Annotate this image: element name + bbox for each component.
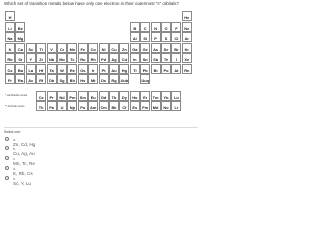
question-part-2: " orbitals? xyxy=(159,1,179,6)
element-symbol: Be xyxy=(17,25,23,31)
element-symbol: N xyxy=(154,25,157,31)
element-cell xyxy=(15,74,25,84)
element-cell xyxy=(26,64,36,74)
element-symbol: Ge xyxy=(142,46,148,52)
element-cell xyxy=(47,74,57,84)
element-cell xyxy=(67,43,77,53)
element-symbol: Fr xyxy=(8,78,12,84)
element-cell xyxy=(57,43,67,53)
question-text xyxy=(4,1,198,6)
element-cell xyxy=(5,11,15,21)
element-symbol: Pd xyxy=(101,57,107,63)
element-cell xyxy=(15,64,25,74)
element-cell xyxy=(26,43,36,53)
element-cell xyxy=(140,32,150,42)
answer-option[interactable] xyxy=(4,146,194,156)
element-cell xyxy=(151,64,161,74)
element-cell xyxy=(140,64,150,74)
element-symbol: Ir xyxy=(91,67,95,73)
element-symbol: Au xyxy=(111,67,117,73)
element-cell xyxy=(67,74,77,84)
element-cell xyxy=(5,74,15,84)
element-symbol: H xyxy=(8,15,12,21)
element-symbol: Te xyxy=(163,57,169,63)
element-symbol: Mt xyxy=(90,78,96,84)
element-cell xyxy=(140,74,150,84)
element-cell xyxy=(161,64,171,74)
element-cell xyxy=(151,22,161,32)
element-cell xyxy=(67,64,77,74)
element-symbol: F xyxy=(175,25,178,31)
element-cell xyxy=(5,43,15,53)
element-cell xyxy=(151,53,161,63)
question-orbital-letter: s xyxy=(157,1,160,6)
element-cell xyxy=(57,101,67,111)
element-symbol: Na xyxy=(7,36,13,42)
answer-letter: c. xyxy=(13,156,17,162)
element-symbol: Rb xyxy=(7,57,13,63)
element-cell xyxy=(67,91,77,101)
radio-button[interactable] xyxy=(5,156,9,160)
element-cell xyxy=(151,32,161,42)
element-symbol: Lu xyxy=(174,94,179,100)
element-symbol: Al xyxy=(132,36,137,42)
element-symbol: Pr xyxy=(49,94,54,100)
element-symbol: Re xyxy=(69,67,75,73)
element-symbol: Mn xyxy=(69,46,76,52)
element-cell xyxy=(99,43,109,53)
element-cell xyxy=(161,91,171,101)
element-symbol: Rn xyxy=(184,67,190,73)
element-symbol: Cf xyxy=(122,105,127,111)
element-symbol: Bi xyxy=(153,67,158,73)
element-cell xyxy=(99,101,109,111)
element-symbol: Ce xyxy=(38,94,44,100)
element-cell xyxy=(57,64,67,74)
element-symbol: Ba xyxy=(17,67,23,73)
element-symbol: Np xyxy=(69,105,75,111)
element-cell xyxy=(119,53,129,63)
answer-letter: e. xyxy=(13,175,17,181)
element-cell xyxy=(26,74,36,84)
element-symbol: Li xyxy=(8,25,12,31)
element-symbol: W xyxy=(60,67,64,73)
element-cell xyxy=(36,43,46,53)
element-cell xyxy=(99,91,109,101)
element-cell xyxy=(78,43,88,53)
element-cell xyxy=(47,53,57,63)
element-symbol: Pt xyxy=(101,67,106,73)
element-cell xyxy=(161,32,171,42)
element-cell xyxy=(36,101,46,111)
element-symbol: Cd xyxy=(121,57,127,63)
element-cell xyxy=(161,22,171,32)
element-symbol: Ru xyxy=(80,57,86,63)
element-symbol: Ne xyxy=(184,25,190,31)
element-cell xyxy=(171,22,181,32)
answer-text: Zn, Cd, Hg xyxy=(13,141,36,147)
element-symbol: Th xyxy=(38,105,44,111)
answer-text: Cu, Ag, Au xyxy=(13,151,35,157)
element-symbol: Tm xyxy=(152,94,159,100)
element-cell xyxy=(78,53,88,63)
element-symbol: Hf xyxy=(39,67,44,73)
element-cell xyxy=(88,91,98,101)
element-cell xyxy=(5,22,15,32)
element-symbol: U xyxy=(60,105,64,111)
element-symbol: Sm xyxy=(79,94,86,100)
element-symbol: Mg xyxy=(17,36,24,42)
element-cell xyxy=(36,91,46,101)
element-symbol: Ho xyxy=(132,94,138,100)
element-symbol: Ds xyxy=(101,78,107,84)
element-cell xyxy=(5,64,15,74)
element-cell xyxy=(15,43,25,53)
element-cell xyxy=(119,43,129,53)
element-symbol: Ta xyxy=(49,67,54,73)
element-cell xyxy=(36,53,46,63)
element-cell xyxy=(171,101,181,111)
answers-title: Select one: xyxy=(4,130,21,134)
element-cell xyxy=(99,53,109,63)
element-symbol: Eu xyxy=(90,94,96,100)
element-symbol: Dy xyxy=(121,94,127,100)
element-symbol: Kr xyxy=(184,46,189,52)
element-cell xyxy=(151,43,161,53)
element-symbol: Br xyxy=(174,46,179,52)
element-symbol: No xyxy=(163,105,169,111)
element-cell xyxy=(151,91,161,101)
element-symbol: Zr xyxy=(39,57,44,63)
element-symbol: Ni xyxy=(101,46,106,52)
element-cell xyxy=(171,64,181,74)
element-cell xyxy=(119,101,129,111)
element-cell xyxy=(57,74,67,84)
lanthanide-series-label: * Lanthanide series xyxy=(5,94,28,97)
element-cell xyxy=(161,53,171,63)
divider xyxy=(4,127,198,128)
element-cell xyxy=(182,43,192,53)
element-cell xyxy=(57,91,67,101)
answer-option[interactable] xyxy=(4,176,194,186)
element-cell xyxy=(15,22,25,32)
element-cell xyxy=(15,53,25,63)
element-symbol: Cm xyxy=(100,105,107,111)
element-symbol: O xyxy=(164,25,168,31)
element-symbol: Sc xyxy=(28,46,34,52)
element-symbol: Nd xyxy=(59,94,65,100)
element-symbol: Db xyxy=(49,78,55,84)
element-cell xyxy=(151,101,161,111)
element-symbol: Rf xyxy=(39,78,44,84)
element-symbol: Ra xyxy=(17,78,23,84)
element-symbol: Cr xyxy=(59,46,65,52)
element-symbol: Sg xyxy=(59,78,65,84)
element-cell xyxy=(109,43,119,53)
element-cell xyxy=(130,53,140,63)
element-cell xyxy=(171,91,181,101)
answer-option[interactable] xyxy=(4,156,194,166)
element-symbol: Uub xyxy=(120,78,129,84)
element-symbol: S xyxy=(164,36,168,42)
element-cell xyxy=(5,53,15,63)
answer-text: Sc, Y, Lu xyxy=(13,180,31,186)
element-symbol: Cs xyxy=(7,67,13,73)
element-cell xyxy=(78,74,88,84)
element-symbol: B xyxy=(133,25,137,31)
element-cell xyxy=(171,43,181,53)
element-symbol: Hs xyxy=(80,78,86,84)
element-cell xyxy=(119,64,129,74)
element-cell xyxy=(109,101,119,111)
element-cell xyxy=(161,43,171,53)
element-cell xyxy=(109,74,119,84)
element-cell xyxy=(130,101,140,111)
element-symbol: Pu xyxy=(80,105,86,111)
answer-letter: a. xyxy=(13,136,17,142)
element-symbol: Er xyxy=(143,94,148,100)
element-symbol: Ac xyxy=(28,78,34,84)
element-cell xyxy=(47,101,57,111)
element-cell xyxy=(78,91,88,101)
element-cell xyxy=(182,64,192,74)
element-cell xyxy=(130,32,140,42)
element-cell xyxy=(130,64,140,74)
answer-letter: b. xyxy=(13,146,17,152)
element-symbol: Pb xyxy=(142,67,148,73)
element-symbol: Fe xyxy=(80,46,86,52)
element-cell xyxy=(88,101,98,111)
element-symbol: In xyxy=(133,57,137,63)
element-symbol: Tc xyxy=(70,57,75,63)
element-cell xyxy=(119,91,129,101)
element-symbol: Gd xyxy=(100,94,107,100)
element-cell xyxy=(140,43,150,53)
element-cell xyxy=(47,64,57,74)
element-symbol: Po xyxy=(163,67,169,73)
element-symbol: Am xyxy=(90,105,97,111)
element-symbol: Y xyxy=(29,57,33,63)
element-symbol: Mo xyxy=(59,57,65,63)
element-cell xyxy=(36,64,46,74)
actinide-series-label: ** Actinide series xyxy=(5,104,25,108)
element-cell xyxy=(47,91,57,101)
element-symbol: Bh xyxy=(69,78,75,84)
element-symbol: Co xyxy=(90,46,96,52)
element-symbol: Nb xyxy=(49,57,55,63)
element-symbol: Se xyxy=(163,46,169,52)
element-cell xyxy=(78,64,88,74)
answer-text: K, Rb, Cs xyxy=(13,170,33,176)
element-cell xyxy=(78,101,88,111)
radio-button[interactable] xyxy=(5,166,9,170)
element-symbol: Tb xyxy=(111,94,117,100)
element-symbol: Bk xyxy=(111,105,117,111)
element-symbol: Pm xyxy=(69,94,76,100)
element-cell xyxy=(88,64,98,74)
element-symbol: K xyxy=(8,46,12,52)
element-cell xyxy=(26,53,36,63)
element-symbol: Cl xyxy=(174,36,179,42)
element-symbol: Yb xyxy=(163,94,169,100)
element-symbol: Lr xyxy=(174,105,179,111)
element-symbol: Si xyxy=(143,36,148,42)
element-cell xyxy=(140,22,150,32)
element-symbol: La xyxy=(28,67,34,73)
answer-option[interactable] xyxy=(4,166,194,176)
element-symbol: Sb xyxy=(153,57,159,63)
element-cell xyxy=(109,53,119,63)
element-symbol: As xyxy=(153,46,159,52)
answer-text: Mn, Tc, Re xyxy=(13,161,35,167)
radio-button[interactable] xyxy=(5,146,9,150)
radio-button[interactable] xyxy=(5,176,9,180)
element-symbol: I xyxy=(175,57,177,63)
element-symbol: Fm xyxy=(142,105,149,111)
element-cell xyxy=(88,53,98,63)
element-cell xyxy=(109,91,119,101)
element-cell xyxy=(140,53,150,63)
periodic-table xyxy=(2,11,198,123)
question-part-1: Which set of transition metals below have only one electron in their outermost " xyxy=(4,1,158,6)
element-cell xyxy=(140,101,150,111)
element-cell xyxy=(182,32,192,42)
element-symbol: He xyxy=(184,15,190,21)
element-symbol: Ag xyxy=(111,57,117,63)
element-cell xyxy=(67,53,77,63)
element-cell xyxy=(36,74,46,84)
element-cell xyxy=(15,32,25,42)
element-cell xyxy=(182,53,192,63)
element-cell xyxy=(171,32,181,42)
element-symbol: Ga xyxy=(132,46,138,52)
element-symbol: V xyxy=(50,46,53,52)
element-cell xyxy=(130,91,140,101)
element-cell xyxy=(88,43,98,53)
element-cell xyxy=(99,64,109,74)
element-cell xyxy=(99,74,109,84)
element-symbol: Md xyxy=(152,105,159,111)
element-symbol: Sn xyxy=(142,57,148,63)
element-symbol: Uuq xyxy=(141,78,149,84)
answer-option[interactable] xyxy=(4,137,194,147)
element-symbol: Pa xyxy=(49,105,54,111)
element-cell xyxy=(161,101,171,111)
element-cell xyxy=(57,53,67,63)
element-cell xyxy=(47,43,57,53)
element-symbol: C xyxy=(143,25,147,31)
element-cell xyxy=(5,32,15,42)
element-cell xyxy=(182,22,192,32)
element-symbol: Cu xyxy=(111,46,117,52)
element-symbol: Ti xyxy=(39,46,43,52)
element-cell xyxy=(130,43,140,53)
element-symbol: Rh xyxy=(90,57,96,63)
element-symbol: Hg xyxy=(121,67,127,73)
element-cell xyxy=(130,22,140,32)
element-symbol: Zn xyxy=(122,46,127,52)
element-cell xyxy=(182,11,192,21)
element-cell xyxy=(67,101,77,111)
element-symbol: Rg xyxy=(111,78,117,84)
element-symbol: Os xyxy=(80,67,86,73)
element-symbol: Es xyxy=(132,105,138,111)
element-symbol: P xyxy=(154,36,157,42)
element-symbol: Xe xyxy=(184,57,190,63)
element-symbol: Sr xyxy=(18,57,23,63)
element-cell xyxy=(140,91,150,101)
element-cell xyxy=(119,74,129,84)
radio-button[interactable] xyxy=(5,137,9,141)
element-symbol: At xyxy=(174,67,179,73)
element-symbol: Ar xyxy=(184,36,189,42)
element-cell xyxy=(109,64,119,74)
element-cell xyxy=(88,74,98,84)
element-symbol: Ca xyxy=(17,46,23,52)
answer-letter: d. xyxy=(13,165,17,171)
element-symbol: Tl xyxy=(133,67,137,73)
element-cell xyxy=(171,53,181,63)
